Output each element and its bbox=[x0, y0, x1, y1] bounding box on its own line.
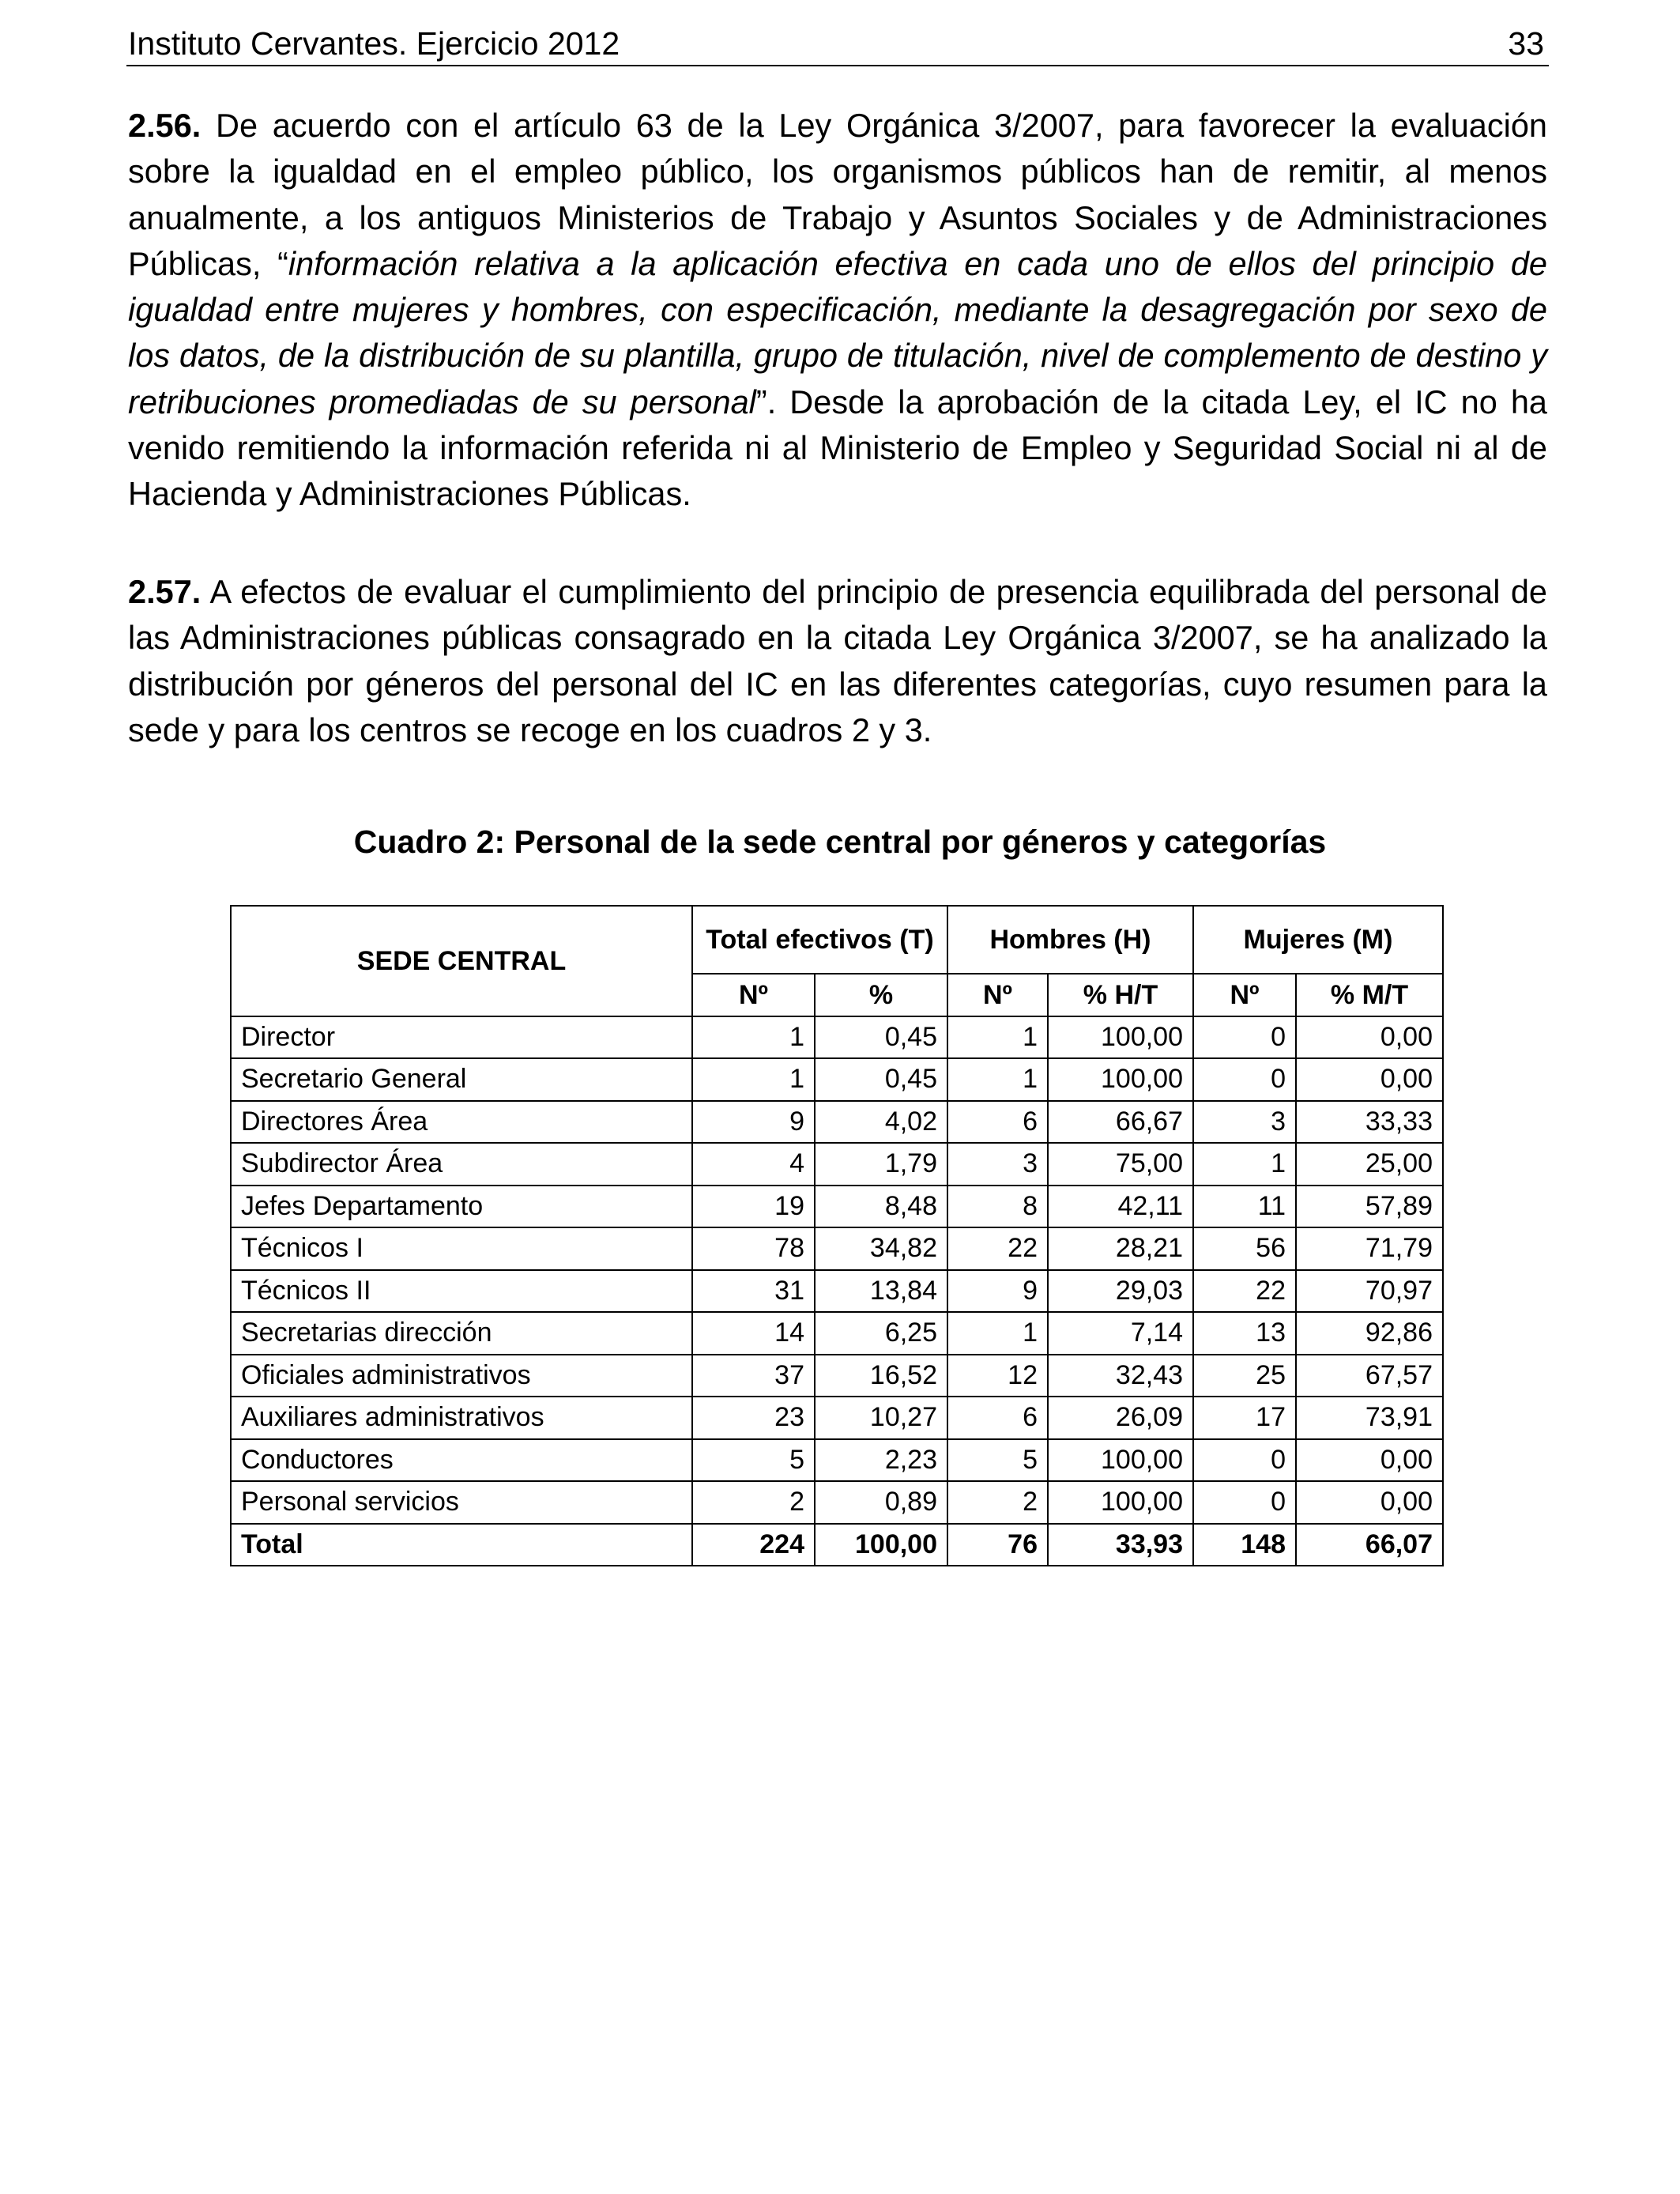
table-cell: 75,00 bbox=[1048, 1143, 1193, 1186]
paragraph-text: A efectos de evaluar el cumplimiento del principio de presencia equilibrada del personal de las Administraciones públicas consagrado en la citada Ley Orgánica 3/2007, se ha analizado la distribución por géneros del personal del IC en las diferentes categorías, cuyo resumen para la sede y para los centros se recoge en los cuadros 2 y 3. bbox=[128, 573, 1547, 748]
table-cell: 1 bbox=[947, 1312, 1048, 1355]
table-cell: 0,89 bbox=[815, 1481, 947, 1524]
table-cell: 92,86 bbox=[1296, 1312, 1443, 1355]
table-cell: 0,00 bbox=[1296, 1439, 1443, 1482]
table-row bbox=[231, 1270, 1443, 1313]
paragraph-number: 2.57. bbox=[128, 573, 202, 610]
table-cell: 100,00 bbox=[1048, 1016, 1193, 1059]
table-cell: 224 bbox=[692, 1524, 815, 1566]
table-row bbox=[231, 1058, 1443, 1101]
category-label: Secretarias dirección bbox=[231, 1312, 692, 1355]
table-cell: 10,27 bbox=[815, 1397, 947, 1439]
table-cell: 0,00 bbox=[1296, 1058, 1443, 1101]
subheader-cell: Nº bbox=[947, 974, 1048, 1016]
table-cell: 19 bbox=[692, 1186, 815, 1228]
header-hombres: Hombres (H) bbox=[947, 906, 1193, 974]
table-cell: 3 bbox=[1193, 1101, 1296, 1144]
table-cell: 100,00 bbox=[1048, 1439, 1193, 1482]
table-cell: 7,14 bbox=[1048, 1312, 1193, 1355]
table-caption: Cuadro 2: Personal de la sede central por géneros y categorías bbox=[353, 824, 1327, 860]
paragraph-text: De acuerdo con el artículo 63 de la Ley Orgánica 3/2007, para favorecer la evaluación sobre la igualdad en el empleo público, los organismos públicos han de remitir, al menos anualmente, a los antiguos Ministerios de Trabajo y Asuntos Sociales y de Administraciones Públicas, “ bbox=[128, 107, 1547, 282]
table-cell: 8 bbox=[947, 1186, 1048, 1228]
staff-table bbox=[230, 905, 1444, 1566]
table-cell: 56 bbox=[1193, 1227, 1296, 1270]
table-cell: 29,03 bbox=[1048, 1270, 1193, 1313]
table-cell: 4 bbox=[692, 1143, 815, 1186]
category-label: Auxiliares administrativos bbox=[231, 1397, 692, 1439]
table-cell: 31 bbox=[692, 1270, 815, 1313]
table-cell: 25,00 bbox=[1296, 1143, 1443, 1186]
table-cell: 148 bbox=[1193, 1524, 1296, 1566]
category-label: Técnicos I bbox=[231, 1227, 692, 1270]
subheader-cell: Nº bbox=[692, 974, 815, 1016]
category-label: Técnicos II bbox=[231, 1270, 692, 1313]
table-cell: 33,33 bbox=[1296, 1101, 1443, 1144]
category-label: Personal servicios bbox=[231, 1481, 692, 1524]
table-cell: 1 bbox=[692, 1058, 815, 1101]
table-cell: 16,52 bbox=[815, 1355, 947, 1397]
table-row bbox=[231, 1101, 1443, 1144]
paragraph-2-56 bbox=[128, 103, 1547, 518]
table-cell: 2,23 bbox=[815, 1439, 947, 1482]
table-cell: 23 bbox=[692, 1397, 815, 1439]
table-cell: 100,00 bbox=[1048, 1481, 1193, 1524]
table-row bbox=[231, 1312, 1443, 1355]
table-row bbox=[231, 1186, 1443, 1228]
paragraph-2-57 bbox=[128, 569, 1547, 753]
table-cell: 17 bbox=[1193, 1397, 1296, 1439]
table-cell: 66,67 bbox=[1048, 1101, 1193, 1144]
total-row bbox=[231, 1524, 1443, 1566]
table-cell: 34,82 bbox=[815, 1227, 947, 1270]
table-cell: 5 bbox=[947, 1439, 1048, 1482]
category-label: Subdirector Área bbox=[231, 1143, 692, 1186]
table-cell: 0,00 bbox=[1296, 1016, 1443, 1059]
table-cell: 100,00 bbox=[1048, 1058, 1193, 1101]
table-row bbox=[231, 1143, 1443, 1186]
table-cell: 2 bbox=[692, 1481, 815, 1524]
table-cell: 100,00 bbox=[815, 1524, 947, 1566]
table-row bbox=[231, 1397, 1443, 1439]
table-cell: 25 bbox=[1193, 1355, 1296, 1397]
table-cell: 0 bbox=[1193, 1058, 1296, 1101]
table-cell: 4,02 bbox=[815, 1101, 947, 1144]
subheader-cell: % M/T bbox=[1296, 974, 1443, 1016]
table-cell: 6 bbox=[947, 1101, 1048, 1144]
table-cell: 3 bbox=[947, 1143, 1048, 1186]
document-title: Instituto Cervantes. Ejercicio 2012 bbox=[128, 25, 620, 62]
paragraph-number: 2.56. bbox=[128, 107, 202, 144]
category-label: Total bbox=[231, 1524, 692, 1566]
table-cell: 12 bbox=[947, 1355, 1048, 1397]
table-cell: 67,57 bbox=[1296, 1355, 1443, 1397]
table-cell: 22 bbox=[1193, 1270, 1296, 1313]
table-cell: 0 bbox=[1193, 1481, 1296, 1524]
header-total-efectivos: Total efectivos (T) bbox=[692, 906, 947, 974]
table-cell: 0 bbox=[1193, 1439, 1296, 1482]
subheader-cell: Nº bbox=[1193, 974, 1296, 1016]
table-cell: 13,84 bbox=[815, 1270, 947, 1313]
table-cell: 0,45 bbox=[815, 1016, 947, 1059]
category-label: Jefes Departamento bbox=[231, 1186, 692, 1228]
table-cell: 9 bbox=[692, 1101, 815, 1144]
table-row bbox=[231, 1227, 1443, 1270]
category-label: Oficiales administrativos bbox=[231, 1355, 692, 1397]
table-cell: 73,91 bbox=[1296, 1397, 1443, 1439]
table-cell: 42,11 bbox=[1048, 1186, 1193, 1228]
table-cell: 32,43 bbox=[1048, 1355, 1193, 1397]
table-cell: 0 bbox=[1193, 1016, 1296, 1059]
table-row bbox=[231, 1439, 1443, 1482]
table-cell: 11 bbox=[1193, 1186, 1296, 1228]
table-cell: 6 bbox=[947, 1397, 1048, 1439]
table-cell: 1,79 bbox=[815, 1143, 947, 1186]
paragraph-text: ”. Desde la aprobación de la citada Ley, el IC no ha venido remitiendo la información referida ni al Ministerio de Empleo y Seguridad Social ni al de Hacienda y Administraciones Públicas. bbox=[128, 383, 1547, 513]
table-cell: 78 bbox=[692, 1227, 815, 1270]
table-row bbox=[231, 1016, 1443, 1059]
header-mujeres: Mujeres (M) bbox=[1193, 906, 1443, 974]
table-cell: 70,97 bbox=[1296, 1270, 1443, 1313]
table-row bbox=[231, 1355, 1443, 1397]
table-cell: 1 bbox=[1193, 1143, 1296, 1186]
table-cell: 37 bbox=[692, 1355, 815, 1397]
table-cell: 0,00 bbox=[1296, 1481, 1443, 1524]
table-cell: 26,09 bbox=[1048, 1397, 1193, 1439]
table-cell: 71,79 bbox=[1296, 1227, 1443, 1270]
table-cell: 57,89 bbox=[1296, 1186, 1443, 1228]
table-cell: 28,21 bbox=[1048, 1227, 1193, 1270]
table-cell: 8,48 bbox=[815, 1186, 947, 1228]
table-cell: 76 bbox=[947, 1524, 1048, 1566]
category-label: Director bbox=[231, 1016, 692, 1059]
subheader-cell: % bbox=[815, 974, 947, 1016]
table-cell: 22 bbox=[947, 1227, 1048, 1270]
category-label: Directores Área bbox=[231, 1101, 692, 1144]
page-header bbox=[126, 22, 1549, 66]
subheader-cell: % H/T bbox=[1048, 974, 1193, 1016]
page-number: 33 bbox=[1508, 25, 1544, 62]
table-cell: 6,25 bbox=[815, 1312, 947, 1355]
category-label: Conductores bbox=[231, 1439, 692, 1482]
table-cell: 9 bbox=[947, 1270, 1048, 1313]
category-label: Secretario General bbox=[231, 1058, 692, 1101]
table-cell: 13 bbox=[1193, 1312, 1296, 1355]
table-cell: 66,07 bbox=[1296, 1524, 1443, 1566]
header-sede-central: SEDE CENTRAL bbox=[231, 906, 692, 1016]
table-cell: 1 bbox=[947, 1058, 1048, 1101]
table-cell: 1 bbox=[947, 1016, 1048, 1059]
table-cell: 0,45 bbox=[815, 1058, 947, 1101]
paragraph-quote: información relativa a la aplicación efectiva en cada uno de ellos del principio de igualdad entre mujeres y hombres, con especificación, mediante la desagregación por sexo de los datos, de la distribución de su plantilla, grupo de titulación, nivel de complemento de destino y retribuciones promediadas de su personal bbox=[128, 244, 1547, 420]
table-cell: 1 bbox=[692, 1016, 815, 1059]
table-cell: 2 bbox=[947, 1481, 1048, 1524]
table-cell: 5 bbox=[692, 1439, 815, 1482]
table-cell: 33,93 bbox=[1048, 1524, 1193, 1566]
table-cell: 14 bbox=[692, 1312, 815, 1355]
table-row bbox=[231, 1481, 1443, 1524]
